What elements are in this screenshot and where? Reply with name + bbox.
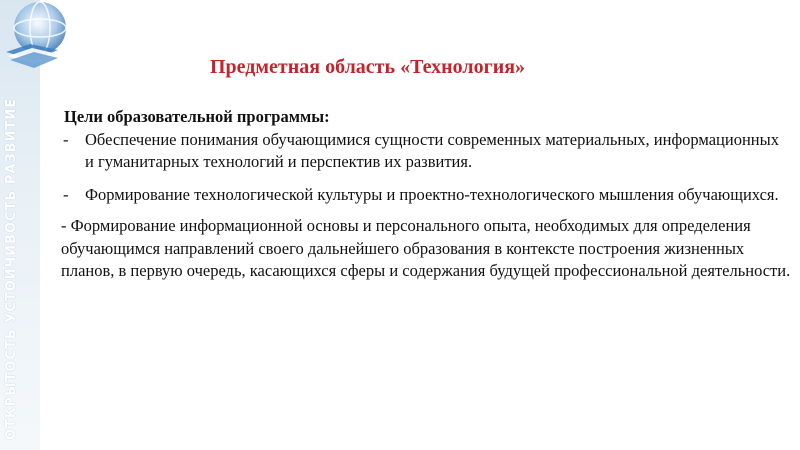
bullet-dash: - <box>63 129 69 149</box>
bullet-item <box>61 129 791 174</box>
slide-body <box>61 106 791 283</box>
bullet-text: Формирование технологической культуры и проектно-технологического мышления обучающихся. <box>85 184 779 204</box>
bullet-text: Обеспечение понимания обучающимися сущности современных материальных, информационных и гуманитарных технологий и перспектив их развития. <box>85 129 779 171</box>
bullet-dash: - <box>63 184 69 204</box>
slide-title: Предметная область «Технология» <box>210 56 526 78</box>
goals-heading: Цели образовательной программы: <box>64 107 330 126</box>
sidebar-slogan: ОТКРЫТОСТЬ УСТОЙЧИВОСТЬ РАЗВИТИЕ <box>4 97 19 440</box>
globe-book-logo-icon <box>0 0 72 80</box>
goal-paragraph: - Формирование информационной основы и персонального опыта, необходимых для определения обучающимся направлений своего дальнейшего образования в контексте построения жизненных планов, в первую очередь, касающихся сферы и содержания будущей профессиональной деятельности. <box>61 216 791 280</box>
bullet-item <box>61 184 791 207</box>
